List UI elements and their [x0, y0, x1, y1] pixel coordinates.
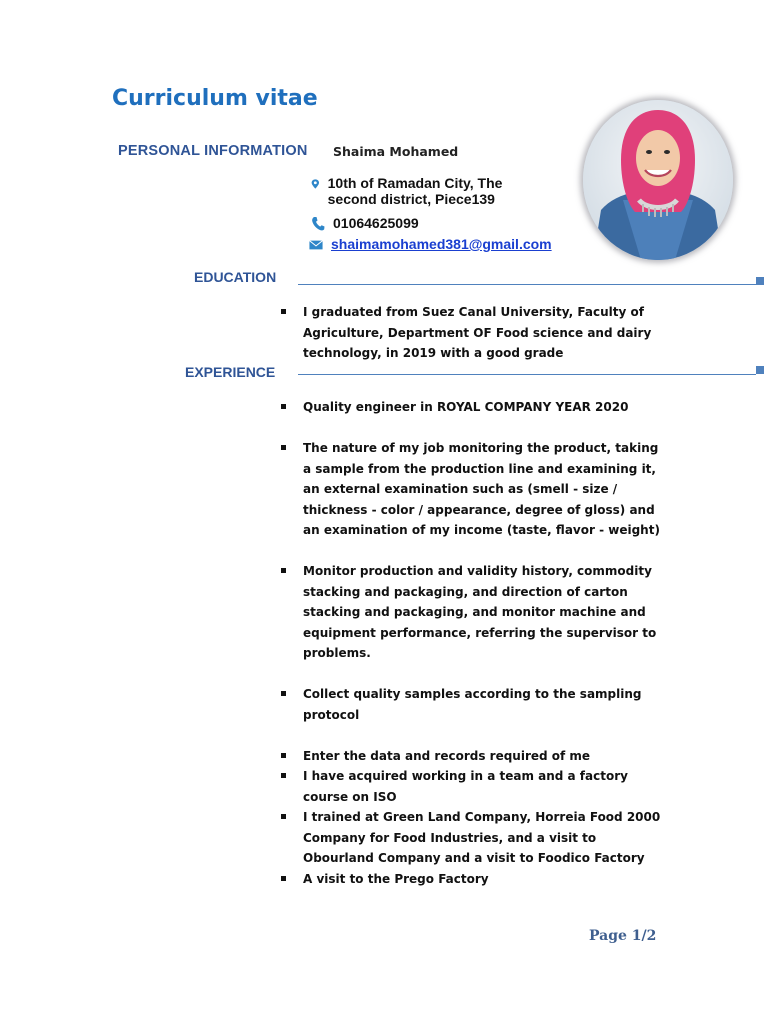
address-row: [311, 175, 541, 207]
bullet-marker: [281, 309, 286, 314]
experience-item: Monitor production and validity history, commodity stacking and packaging, and direction of carton stacking and packaging, and monitor machine and equipment performance, referring the supervisor to problems.: [281, 561, 661, 664]
document-title: Curriculum vitae: [112, 86, 318, 111]
profile-photo: [583, 100, 733, 260]
personal-information-heading: PERSONAL INFORMATION: [118, 143, 308, 159]
email-row: [309, 236, 552, 253]
profile-photo-image: [583, 100, 733, 260]
experience-item: Quality engineer in ROYAL COMPANY YEAR 2020: [281, 397, 661, 418]
education-heading: EDUCATION: [194, 269, 277, 285]
education-list: [281, 302, 661, 364]
bullet-marker: [281, 691, 286, 696]
phone-row: [311, 215, 419, 232]
bullet-marker: [281, 404, 286, 409]
experience-item: Enter the data and records required of me: [281, 746, 661, 767]
bullet-marker: [281, 753, 286, 758]
education-divider-marker: [756, 277, 764, 285]
experience-heading: EXPERIENCE: [185, 364, 276, 380]
experience-divider-marker: [756, 366, 764, 374]
bullet-marker: [281, 814, 286, 819]
person-name: Shaima Mohamed: [333, 144, 459, 159]
phone-icon: [311, 216, 325, 232]
bullet-marker: [281, 876, 286, 881]
bullet-marker: [281, 445, 286, 450]
experience-item: I trained at Green Land Company, Horreia Food 2000 Company for Food Industries, and a visit to Obourland Company and a visit to Foodico Factory: [281, 807, 661, 869]
experience-item: A visit to the Prego Factory: [281, 869, 661, 890]
experience-item: I have acquired working in a team and a factory course on ISO: [281, 766, 661, 807]
bullet-marker: [281, 568, 286, 573]
phone-number: 01064625099: [333, 215, 419, 231]
education-item: I graduated from Suez Canal University, Faculty of Agriculture, Department OF Food science and dairy technology, in 2019 with a good grade: [281, 302, 661, 364]
experience-item: The nature of my job monitoring the product, taking a sample from the production line and examining it, an external examination such as (smell - size / thickness - color / appearance, degree of gloss) and an examination of my income (taste, flavor - weight): [281, 438, 661, 541]
address-text: 10th of Ramadan City, The second district, Piece139: [327, 175, 503, 207]
education-divider: [298, 284, 756, 285]
experience-item: Collect quality samples according to the sampling protocol: [281, 684, 661, 725]
email-link[interactable]: shaimamohamed381@gmail.com: [331, 236, 552, 252]
envelope-icon: [309, 237, 323, 253]
page-number: Page 1/2: [589, 928, 657, 944]
bullet-marker: [281, 773, 286, 778]
experience-list: [281, 397, 661, 889]
location-pin-icon: [311, 176, 320, 192]
experience-divider: [298, 374, 756, 375]
